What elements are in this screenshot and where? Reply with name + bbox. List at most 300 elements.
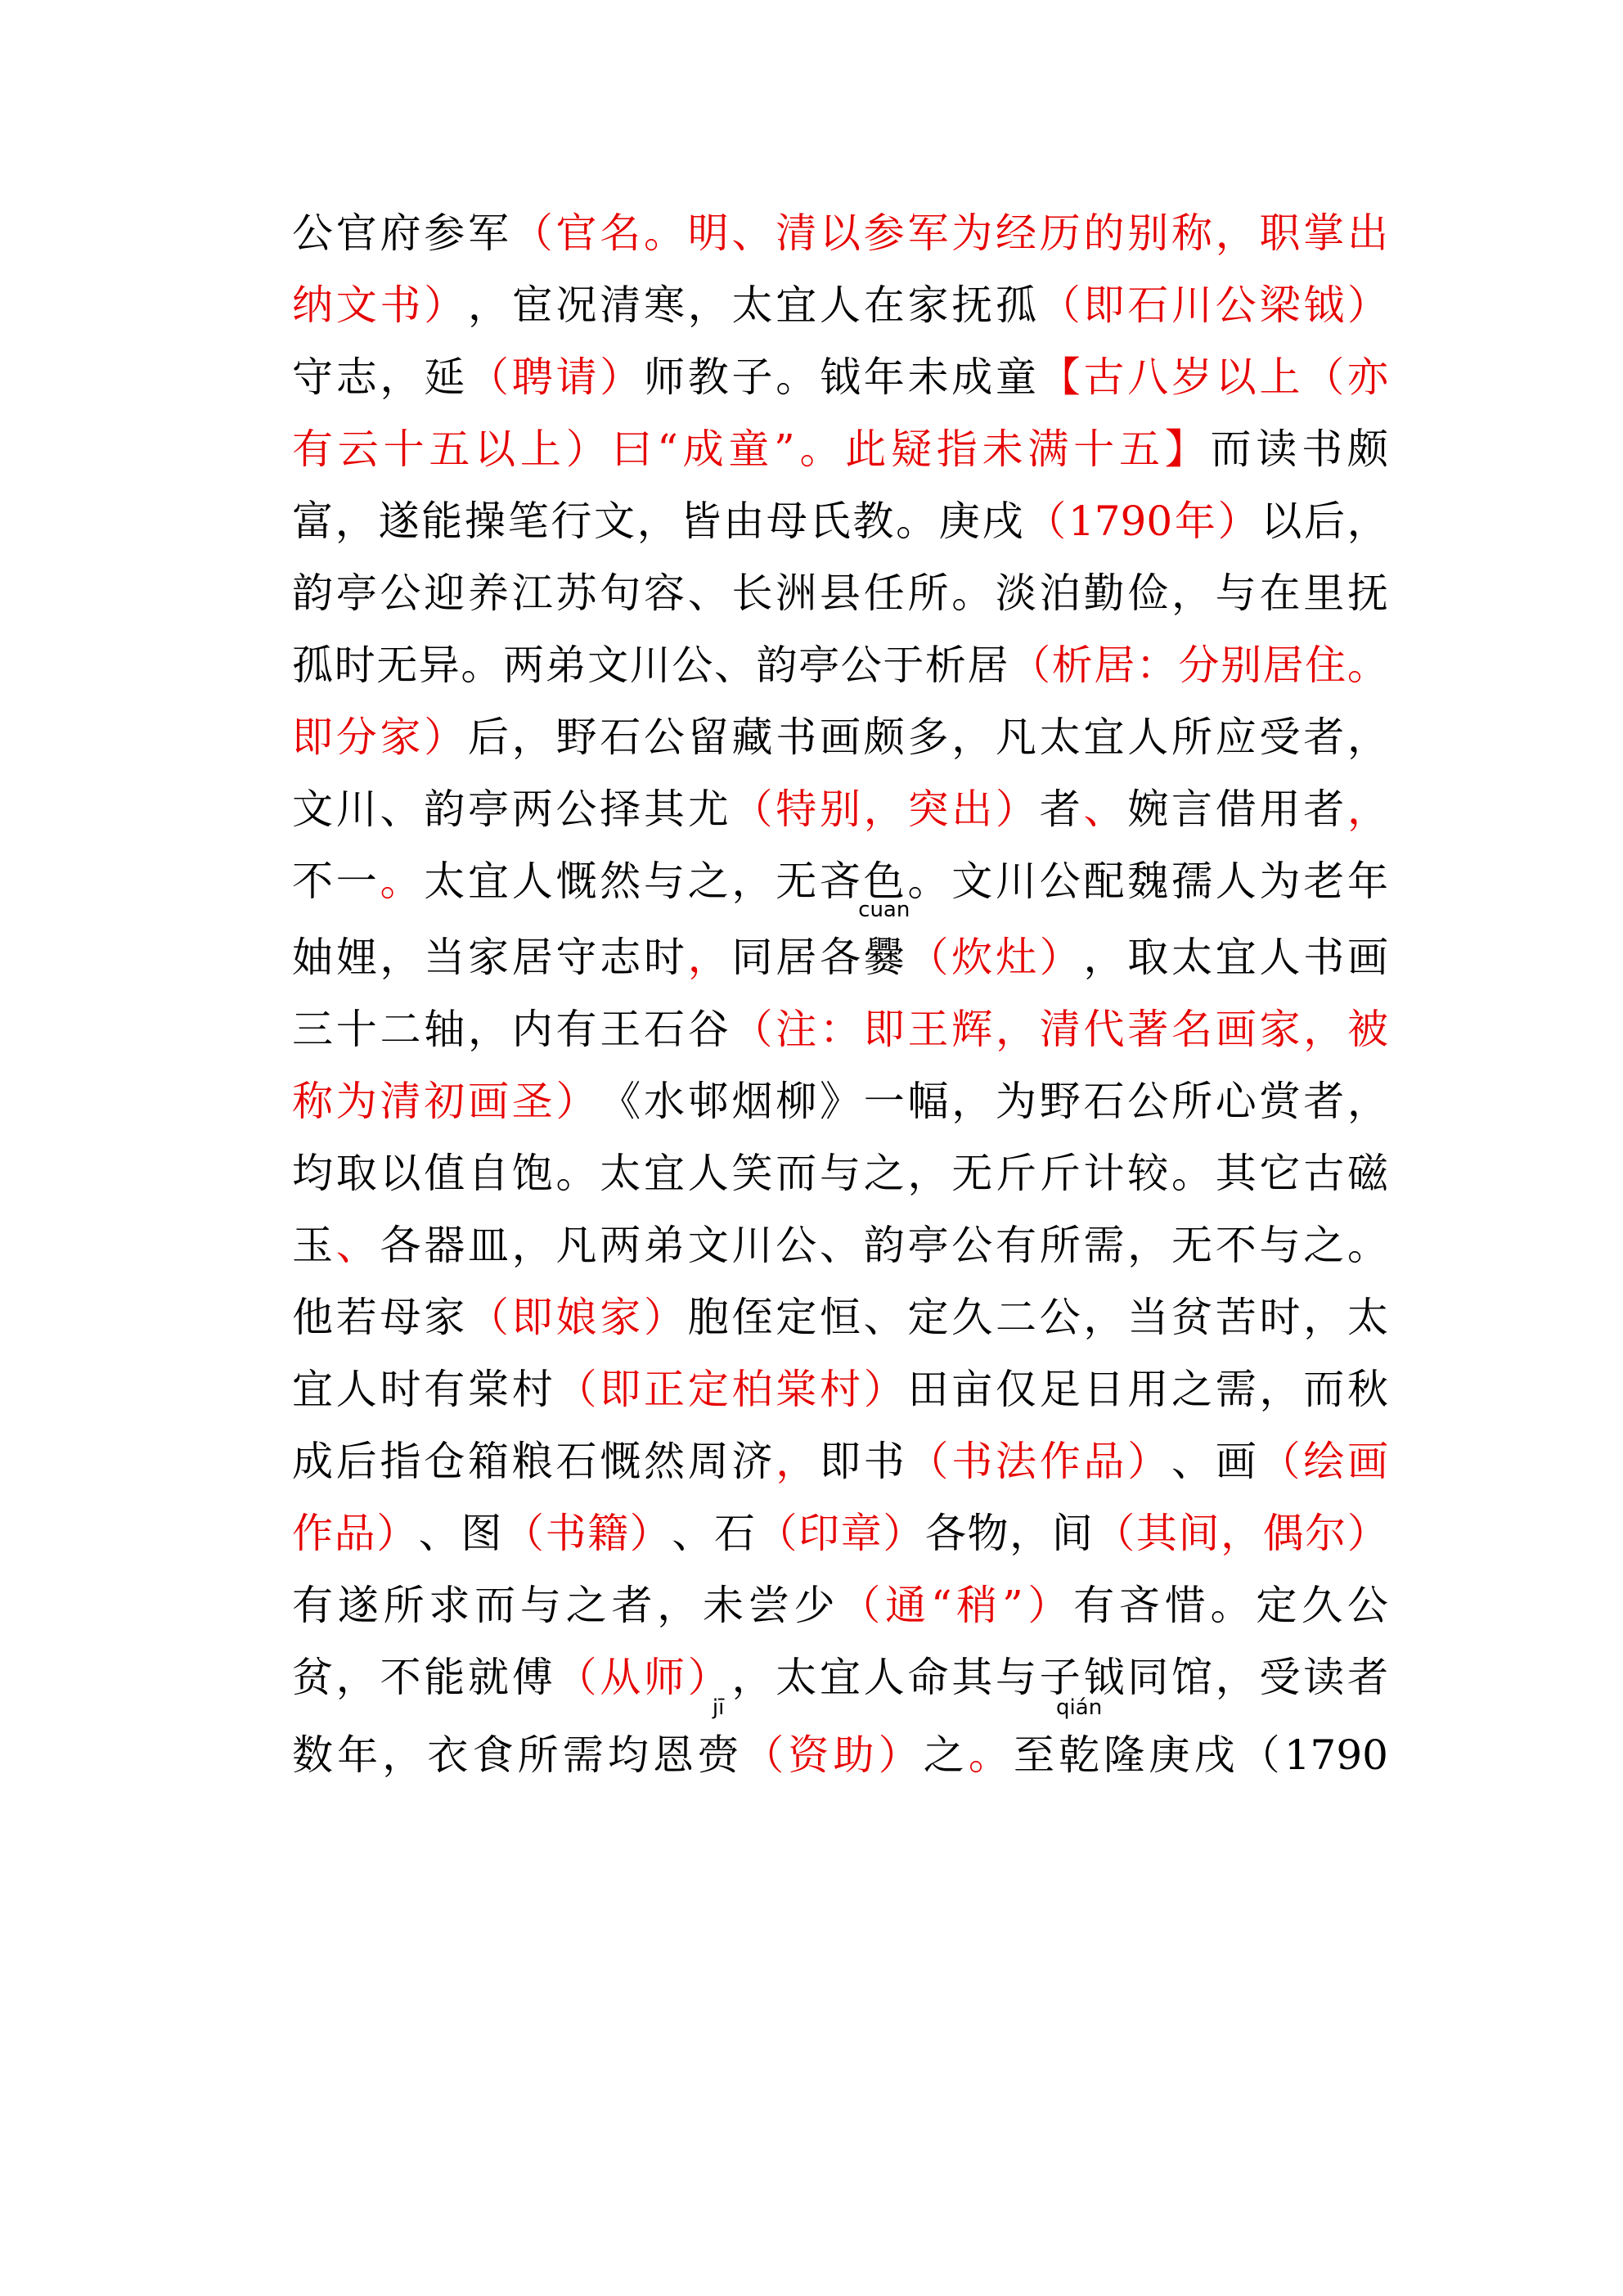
body-text-char: 》	[820, 1078, 861, 1125]
body-text-char: ，	[1347, 1078, 1388, 1125]
body-text-char: 川	[996, 858, 1036, 905]
annotation-text-char: 名	[600, 209, 641, 257]
body-text-char: 者	[611, 1582, 653, 1629]
body-text-char: 太	[600, 1150, 641, 1197]
body-text-char: ，	[1259, 1366, 1301, 1413]
body-text-char: 《	[600, 1078, 641, 1125]
body-text-char: 子	[731, 353, 773, 401]
body-text-char: 皿	[468, 1222, 509, 1269]
body-text-char: 由	[723, 497, 765, 545]
body-text-char: 两	[600, 1222, 641, 1269]
body-text-char: 孤	[996, 281, 1036, 329]
text-line	[292, 781, 1388, 838]
body-text-char: 贫	[292, 1654, 333, 1701]
annotation-text-char: 助	[833, 1731, 874, 1779]
body-text-char: 有	[424, 1366, 465, 1413]
annotation-text-char: 品	[1083, 1438, 1125, 1485]
body-text-char: ，	[468, 281, 509, 329]
body-text-char: 孺	[1171, 858, 1212, 905]
body-text-char: 宜	[1215, 934, 1257, 981]
annotation-text-char: ）	[565, 425, 607, 473]
body-text-char: 野	[555, 714, 597, 761]
body-text-char: 宦	[511, 281, 553, 329]
body-text-char: 定	[907, 1294, 949, 1341]
body-text-char: 教	[852, 497, 894, 545]
body-text-char: 庚	[1149, 1731, 1190, 1779]
text-line	[292, 421, 1388, 478]
body-text-char: 所	[907, 569, 949, 617]
body-text-char: 吝	[1118, 1582, 1160, 1629]
body-text-char: 童	[996, 353, 1036, 401]
body-text-char: 多	[907, 714, 949, 761]
annotation-text: ，	[687, 934, 729, 981]
annotation-text-char: 炊	[951, 934, 993, 981]
body-text-char: 需	[1083, 1222, 1125, 1269]
body-text-char: 文	[594, 497, 636, 545]
body-text-char: 。	[951, 569, 993, 617]
annotation-text-char: ）	[600, 353, 641, 401]
body-text-char: 物	[967, 1510, 1009, 1557]
body-text-char: 石	[555, 1438, 597, 1485]
body-text-char: 公	[1347, 1582, 1388, 1629]
text-line	[292, 1695, 1388, 1784]
body-text-char: 二	[996, 1294, 1036, 1341]
body-text-char: 淡	[996, 569, 1036, 617]
body-text-char: 与	[519, 1582, 561, 1629]
body-text-char: 之	[687, 858, 729, 905]
annotation-text-char: （	[502, 1510, 544, 1557]
body-text-char: 志	[600, 934, 641, 981]
body-text-char: 较	[1127, 1150, 1169, 1197]
body-text-char: 娌	[335, 934, 377, 981]
body-text-char: 心	[1215, 1078, 1257, 1125]
annotation-text-char: 五	[429, 425, 470, 473]
annotation-text-char: 明	[687, 209, 729, 257]
text-line	[292, 277, 1388, 334]
annotation-text-char: （	[1094, 1510, 1135, 1557]
body-text-char: 即	[820, 1438, 861, 1485]
body-text-char: 亭	[335, 569, 377, 617]
annotation-text-char: （	[731, 1006, 773, 1053]
body-text-char: 氏	[809, 497, 851, 545]
body-text-char: 宜	[292, 1366, 333, 1413]
annotation-text-char: 突	[907, 786, 949, 833]
body-text-char: 以	[1261, 497, 1302, 545]
body-text-char: 公	[672, 642, 713, 689]
annotation-text-char: 古	[1083, 353, 1125, 401]
body-text-char: 为	[1259, 858, 1301, 905]
body-text-char: 老	[1303, 858, 1345, 905]
body-text-char: 柳	[776, 1078, 817, 1125]
body-text-char: 二	[380, 1006, 421, 1053]
annotation-text-char: 掌	[1303, 209, 1345, 257]
annotation-text-char: 以	[820, 209, 861, 257]
body-text-char: 慨	[600, 1438, 641, 1485]
body-text-char: 十	[335, 1006, 377, 1053]
annotation-text-char: ）	[878, 1731, 919, 1779]
body-text-char: 居	[967, 642, 1009, 689]
body-text-char: 器	[424, 1222, 465, 1269]
body-text-char: 成	[292, 1438, 333, 1485]
body-text-char: 箱	[468, 1438, 509, 1485]
annotation-text-char: ）	[424, 714, 465, 761]
body-text-char: 有	[292, 1582, 333, 1629]
body-text-char: 。	[907, 858, 949, 905]
body-text-char: 里	[1303, 569, 1345, 617]
text-line	[292, 1433, 1388, 1490]
annotation-text-char: ）	[1027, 1582, 1069, 1629]
body-text-char: 应	[1215, 714, 1257, 761]
annotation-text: ，	[776, 1438, 817, 1485]
body-text-char: 1790	[1284, 1731, 1388, 1779]
body-text-char: 任	[863, 569, 905, 617]
annotation-text-char: ）	[1347, 281, 1388, 329]
annotation-text-char: 军	[907, 209, 949, 257]
body-text-char: 烟	[731, 1078, 773, 1125]
body-text-char: 后	[468, 714, 509, 761]
body-text-char: 受	[1259, 714, 1301, 761]
annotation-text-char: 十	[1073, 425, 1115, 473]
annotation-text-char: （	[468, 1294, 509, 1341]
annotation-text-char: ）	[863, 1366, 905, 1413]
annotation-text-char: ，	[863, 786, 905, 833]
body-text-char: 公	[776, 1222, 817, 1269]
body-text-char: 两	[511, 786, 553, 833]
annotation-text-char: 间	[1178, 1510, 1220, 1557]
body-text-char: 戌	[982, 497, 1023, 545]
body-text-char: 庚	[938, 497, 980, 545]
body-text-char: 书	[863, 1438, 905, 1485]
body-text-char: 后	[335, 1438, 377, 1485]
annotation-text-char: 村	[820, 1366, 861, 1413]
annotation-text-char: 指	[936, 425, 978, 473]
body-text-char: 在	[863, 281, 905, 329]
annotation-text-char: 请	[555, 353, 597, 401]
annotation-text-char: 【	[1039, 353, 1081, 401]
annotation-text-char: 清	[1039, 1006, 1081, 1053]
body-text-char: 之	[863, 1150, 905, 1197]
body-text-char: 村	[511, 1366, 553, 1413]
body-text-char: 未	[703, 1582, 744, 1629]
body-text-char: 容	[644, 569, 685, 617]
body-text-char: 恩	[653, 1731, 694, 1779]
body-text-char: 读	[1303, 1654, 1345, 1701]
body-text-char: 所	[1171, 1078, 1212, 1125]
body-text-char: 尝	[748, 1582, 789, 1629]
annotation-text-char: ）	[424, 281, 465, 329]
body-text-char: 食	[472, 1731, 514, 1779]
ruby-pinyin: qián	[1056, 1695, 1103, 1720]
body-text-char: 与	[820, 1150, 861, 1197]
annotation-text-char: 偶	[1262, 1510, 1304, 1557]
body-text-char: 日	[1083, 1366, 1125, 1413]
body-text-char: ，	[511, 1222, 553, 1269]
annotation-text-char: 职	[1259, 209, 1301, 257]
annotation-text-char: ）	[1347, 1510, 1388, 1557]
body-text-char: 县	[820, 569, 861, 617]
ruby-base: 爨	[863, 934, 905, 981]
body-text-char: 之	[565, 1582, 607, 1629]
body-text-char: 时	[380, 1366, 421, 1413]
annotation-text-char: 文	[335, 281, 377, 329]
annotation-text-char: 析	[1051, 642, 1093, 689]
annotation-text-char: 家	[600, 1294, 641, 1341]
body-text-char: 三	[292, 1006, 333, 1053]
body-text-char: 能	[421, 497, 463, 545]
body-text-char: 之	[1171, 1366, 1212, 1413]
annotation-text-char: ，	[996, 1006, 1036, 1053]
annotation-text-char: 年	[1174, 497, 1216, 545]
body-text-char: 韵	[863, 1222, 905, 1269]
body-text-char: 石	[644, 1006, 685, 1053]
body-text-char: 迎	[424, 569, 465, 617]
annotation-text-char: 历	[1039, 209, 1081, 257]
body-text-char: 各	[924, 1510, 966, 1557]
body-text-char: 亭	[798, 642, 840, 689]
body-text-char: 宜	[776, 281, 817, 329]
body-text-char: 清	[600, 281, 641, 329]
body-text-char: ，	[335, 1654, 377, 1701]
body-text-char: 妯	[292, 934, 333, 981]
body-text-char: 有	[1073, 1582, 1115, 1629]
body-text-char: 王	[600, 1006, 641, 1053]
annotation-text-char: 、	[731, 209, 773, 257]
body-text-char: 苦	[1215, 1294, 1257, 1341]
annotation-text-char: ）	[1127, 1438, 1169, 1485]
body-text-char: ，	[1303, 1294, 1345, 1341]
body-text-char: 者	[1347, 1654, 1388, 1701]
annotation-text-char: 五	[1118, 425, 1160, 473]
body-text-char: 定	[1256, 1582, 1297, 1629]
body-text-char: 济	[731, 1438, 773, 1485]
text-line	[292, 853, 1388, 910]
annotation-text-char: 经	[996, 209, 1036, 257]
body-text-char: 用	[1127, 1366, 1169, 1413]
annotation-text-char: 1790	[1068, 497, 1173, 545]
annotation-text-char: 名	[1171, 1006, 1212, 1053]
annotation-text-char: （	[756, 1510, 798, 1557]
body-text-char: 仅	[996, 1366, 1036, 1413]
body-text-char: 留	[687, 714, 729, 761]
ruby-base: 乾	[1059, 1731, 1100, 1779]
body-text-char: 秋	[1347, 1366, 1388, 1413]
annotation-text-char: 代	[1083, 1006, 1125, 1053]
body-text-char: 与	[1215, 569, 1257, 617]
body-text-char: 年	[1347, 858, 1388, 905]
annotation-text-char: ）	[644, 1294, 685, 1341]
body-text-char: 画	[1215, 1438, 1257, 1485]
body-text-char: 有	[996, 1222, 1036, 1269]
annotation-text-char: 即	[863, 1006, 905, 1053]
body-text-char: 太	[776, 1654, 817, 1701]
body-text-char: 仓	[424, 1438, 465, 1485]
body-text-char: 言	[1171, 786, 1212, 833]
body-text-char: 颇	[1347, 425, 1388, 473]
body-text-char: 它	[1259, 1150, 1301, 1197]
body-text-char: 取	[1127, 934, 1169, 981]
annotation-text-char: ）	[883, 1510, 924, 1557]
annotation-text-char: 官	[555, 209, 597, 257]
body-text-char: 韵	[292, 569, 333, 617]
body-text-char: 取	[335, 1150, 377, 1197]
annotation-text-char: 分	[1178, 642, 1220, 689]
annotation-text-char: 清	[776, 209, 817, 257]
body-text-char: 养	[468, 569, 509, 617]
body-text-char: 文	[951, 858, 993, 905]
body-text-char: 江	[511, 569, 553, 617]
body-text-char: 于	[883, 642, 924, 689]
body-text-char: 各	[380, 1222, 421, 1269]
body-text-char: ，	[1215, 1654, 1257, 1701]
body-text-char: 无	[376, 642, 418, 689]
annotation-text-char: “	[657, 425, 678, 473]
annotation-text-char: 即	[600, 1366, 641, 1413]
body-text-char: 公	[292, 209, 333, 257]
body-text-char: 其	[951, 1654, 993, 1701]
body-text-char: 不	[380, 1654, 421, 1701]
annotation-text-char: ，	[1215, 209, 1257, 257]
body-text-char: 间	[1051, 1510, 1093, 1557]
body-text-char: ，	[907, 1150, 949, 1197]
annotation-text-char: 别	[1127, 209, 1169, 257]
body-text-char: 而	[474, 1582, 516, 1629]
body-text-char: 贫	[1171, 1294, 1212, 1341]
text-line	[292, 1649, 1388, 1706]
body-text-char: ，	[1083, 934, 1125, 981]
annotation-text-char: 作	[292, 1510, 333, 1557]
body-text-char: 足	[1039, 1366, 1081, 1413]
annotation-text-char: 参	[863, 209, 905, 257]
body-text-char: 所	[383, 1582, 425, 1629]
annotation-text-char: （	[511, 209, 553, 257]
body-text-char: 求	[429, 1582, 470, 1629]
body-text-char: 久	[1302, 1582, 1343, 1629]
body-text-char: 隆	[1104, 1731, 1145, 1779]
annotation-text-char: ，	[1221, 1510, 1262, 1557]
body-text-char: 而	[1210, 425, 1252, 473]
body-text-char: 富	[292, 497, 333, 545]
body-text-char: 家	[468, 934, 509, 981]
body-text-char: 遂	[378, 497, 420, 545]
body-text-char: ，	[1083, 1294, 1125, 1341]
text-line	[292, 565, 1388, 622]
annotation-text-char: 钺	[1303, 281, 1345, 329]
body-text-char: 需	[1215, 1366, 1257, 1413]
body-text-char: 寒	[644, 281, 685, 329]
annotation-text-char: 别	[820, 786, 861, 833]
text-line	[292, 1073, 1388, 1130]
body-text-char: 宜	[644, 1150, 685, 1197]
body-text-char: 亭	[468, 786, 509, 833]
body-text-char: 配	[1083, 858, 1125, 905]
annotation-text-char: 梁	[1259, 281, 1301, 329]
body-text-char: 公	[840, 642, 882, 689]
ruby-annotated-char	[1056, 1695, 1103, 1784]
annotation-text-char: 纳	[292, 281, 333, 329]
body-text-char: 周	[687, 1438, 729, 1485]
body-text-char: 公	[1039, 858, 1081, 905]
body-text-char: 同	[731, 934, 773, 981]
body-text-char: 。	[1171, 1150, 1212, 1197]
body-text-char: 水	[644, 1078, 685, 1125]
body-text-char: 、	[1171, 1438, 1212, 1485]
annotation-text-char: ：	[1135, 642, 1177, 689]
annotation-text-char: 别	[1221, 642, 1262, 689]
body-text-char: 笑	[731, 1150, 773, 1197]
body-text-char: 久	[951, 1294, 993, 1341]
body-text-char: 、	[863, 1294, 905, 1341]
body-text-char: 。	[1210, 1582, 1252, 1629]
annotation-text-char: ：	[820, 1006, 861, 1053]
body-text-char: 者	[1303, 1078, 1345, 1125]
body-text-char: 画	[820, 714, 861, 761]
body-text-char: 侄	[731, 1294, 773, 1341]
text-line	[292, 1361, 1388, 1418]
annotation-text-char: 未	[982, 425, 1023, 473]
text-line	[292, 709, 1388, 766]
body-text-char: ，	[687, 281, 729, 329]
body-text-char: 衣	[427, 1731, 469, 1779]
body-text-char: 笔	[507, 497, 549, 545]
annotation-text-char: 。	[1347, 642, 1388, 689]
annotation-text: ，	[1347, 786, 1388, 833]
body-text-char: 泊	[1039, 569, 1081, 617]
body-text-char: ，	[1009, 1510, 1051, 1557]
body-text-char: 有	[555, 1006, 597, 1053]
body-text-char: 守	[555, 934, 597, 981]
annotation-text-char: 上	[519, 425, 561, 473]
body-text-char: 命	[907, 1654, 949, 1701]
body-text-char: ，	[636, 497, 678, 545]
body-text-char: 时	[644, 934, 685, 981]
body-text-char: 者	[1303, 714, 1345, 761]
body-text-char: 定	[776, 1294, 817, 1341]
body-text-char: 魏	[1127, 858, 1169, 905]
body-text-char: 颇	[863, 714, 905, 761]
body-text-char: 均	[292, 1150, 333, 1197]
body-text-char: 人	[1127, 714, 1169, 761]
annotation-text-char: 出	[951, 786, 993, 833]
annotation-text-char: 云	[337, 425, 379, 473]
annotation-text-char: （	[743, 1731, 785, 1779]
body-text-char: 恒	[820, 1294, 861, 1341]
annotation-text-char: 清	[380, 1078, 421, 1125]
body-text-char: ，	[1127, 1222, 1169, 1269]
annotation-text-char: ）	[1039, 934, 1081, 981]
annotation-text-char: （	[555, 1654, 597, 1701]
body-text-char: 、	[687, 569, 729, 617]
body-text-char: 书	[1302, 425, 1343, 473]
body-text-char: 藏	[731, 714, 773, 761]
body-text-char: 戌	[1194, 1731, 1235, 1779]
annotation-text-char: 章	[840, 1510, 882, 1557]
annotation-text-char: 满	[1027, 425, 1069, 473]
annotation-text-char: 画	[468, 1078, 509, 1125]
annotation-text-char: ）	[687, 1654, 729, 1701]
body-text-char: 而	[1303, 1366, 1345, 1413]
body-text-char: 宜	[1083, 714, 1125, 761]
annotation-text-char: 品	[334, 1510, 375, 1557]
annotation-text-char: 有	[292, 425, 333, 473]
body-text-char: 太	[731, 281, 773, 329]
annotation-text-char: （	[839, 1582, 881, 1629]
annotation-text-char: 疑	[891, 425, 933, 473]
annotation-text-char: 资	[788, 1731, 829, 1779]
body-text-char: 赏	[1259, 1078, 1301, 1125]
body-text-char: 文	[587, 642, 629, 689]
body-text-char: ，	[1171, 569, 1212, 617]
annotation-text-char: 辉	[951, 1006, 993, 1053]
